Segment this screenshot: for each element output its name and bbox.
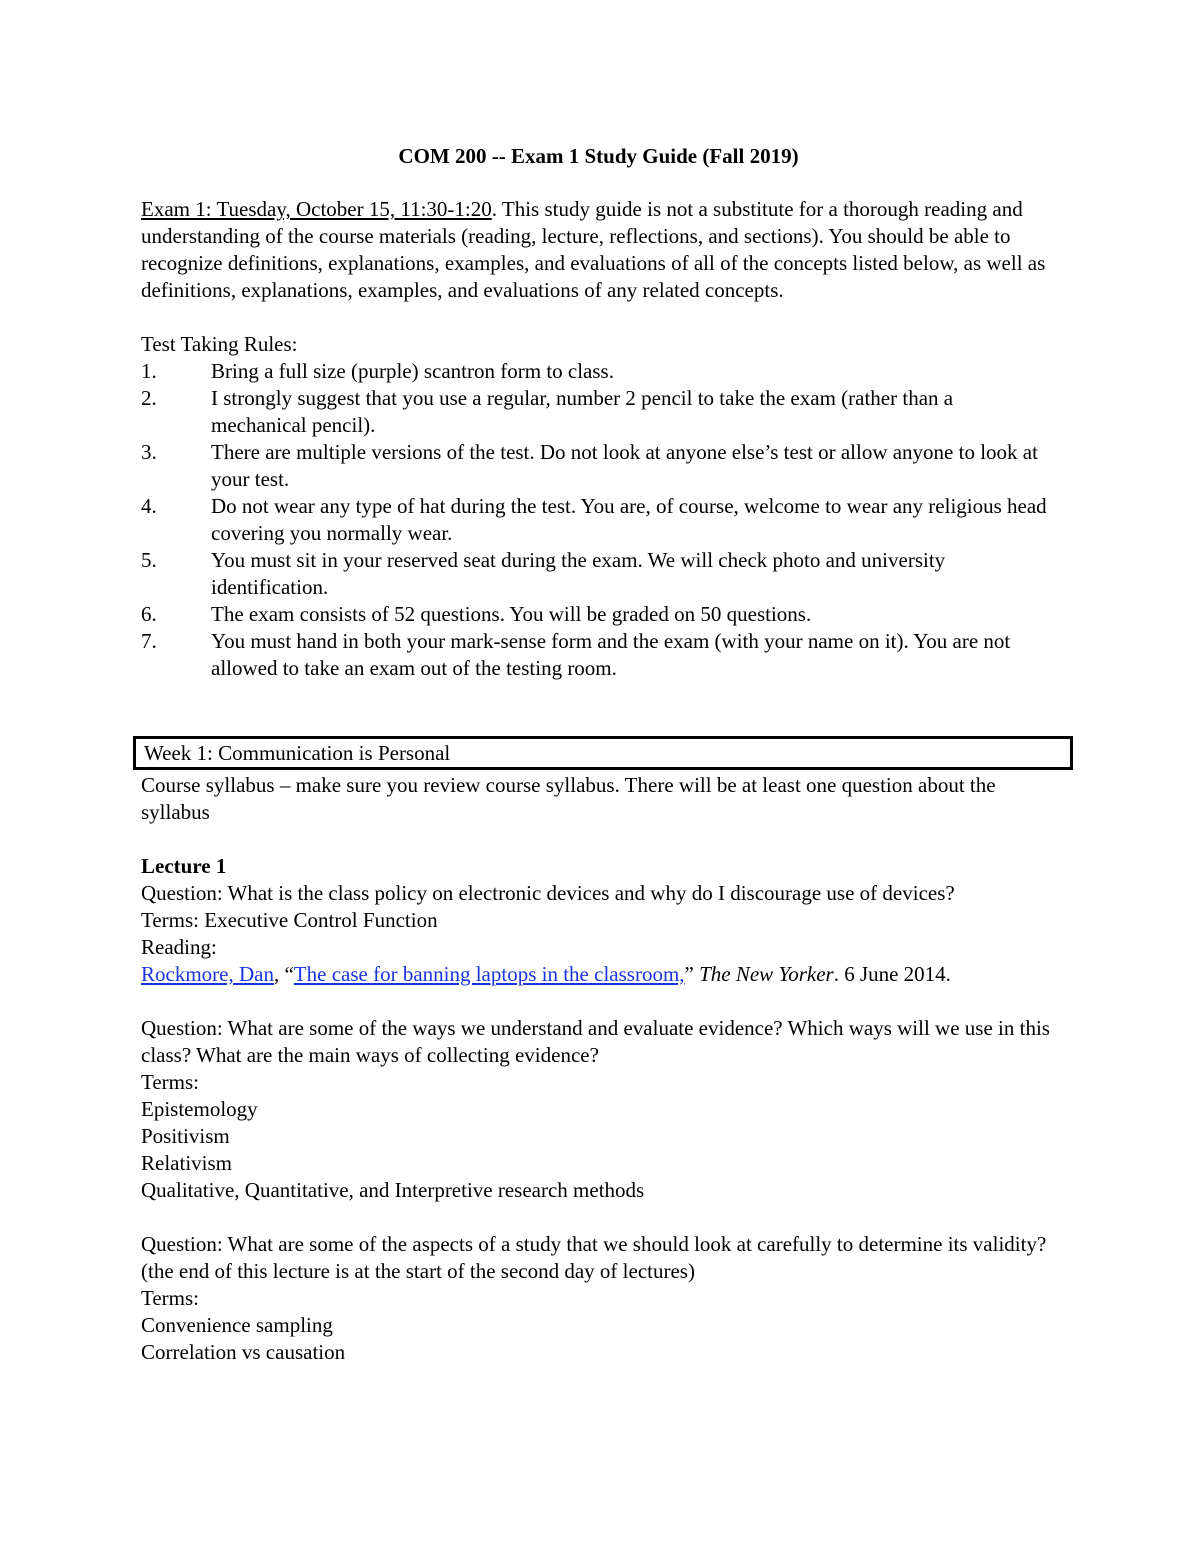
intro-paragraph [141, 196, 1071, 304]
rule-item [141, 358, 1071, 385]
week1-heading-box [133, 736, 1073, 770]
spacer [141, 988, 1071, 1015]
rule-item [141, 628, 1071, 682]
lecture-title: Lecture 1 [141, 854, 227, 878]
week1-heading: Week 1: Communication is Personal [144, 741, 451, 765]
term-item: Positivism [141, 1124, 230, 1148]
question-3: Question: What are some of the aspects of a study that we should look at carefully to determine its validity? (the end of this lecture is at the start of the second day of lectures) [141, 1232, 1047, 1283]
terms-3-label: Terms: [141, 1286, 200, 1310]
publication-date: . 6 June 2014. [833, 962, 951, 986]
terms-2-label: Terms: [141, 1070, 200, 1094]
rule-item [141, 493, 1071, 547]
rule-item [141, 547, 1071, 601]
rules-list [141, 358, 1071, 682]
rule-text: You must sit in your reserved seat during the exam. We will check photo and university identification. [211, 548, 946, 599]
rules-heading: Test Taking Rules: [141, 332, 298, 356]
intro-text: . This study guide is not a substitute for a thorough reading and understanding of the course materials (reading, lecture, reflections, and sections). You should be able to recognize definitions, explanations, examples, and evaluations of all of the concepts listed below, as well as definitions, explanations, examples, and evaluations of any related concepts. [141, 197, 1046, 302]
rule-text: The exam consists of 52 questions. You will be graded on 50 questions. [211, 602, 812, 626]
spacer [141, 1204, 1071, 1231]
reading-label: Reading: [141, 935, 217, 959]
term-item: Epistemology [141, 1097, 258, 1121]
rule-text: I strongly suggest that you use a regular, number 2 pencil to take the exam (rather than a mechanical pencil). [211, 386, 954, 437]
citation-separator: , “ [273, 962, 294, 986]
rule-number: 7. [141, 629, 157, 653]
term-item: Qualitative, Quantitative, and Interpretive research methods [141, 1178, 645, 1202]
rule-text: Bring a full size (purple) scantron form to class. [211, 359, 614, 383]
rule-number: 3. [141, 440, 157, 464]
rule-text: Do not wear any type of hat during the test. You are, of course, welcome to wear any religious head covering you normally wear. [211, 494, 1047, 545]
article-link[interactable]: The case for banning laptops in the classroom, [293, 962, 685, 986]
rule-number: 2. [141, 386, 157, 410]
term-item: Convenience sampling [141, 1313, 333, 1337]
reading-citation [141, 961, 1071, 988]
author-link[interactable]: Rockmore, Dan [141, 962, 274, 986]
exam-date: Exam 1: Tuesday, October 15, 11:30-1:20 [141, 197, 492, 221]
rule-number: 5. [141, 548, 157, 572]
publication-name: The New Yorker [699, 962, 834, 986]
rule-number: 1. [141, 359, 157, 383]
rule-item [141, 601, 1071, 628]
terms-1: Terms: Executive Control Function [141, 908, 438, 932]
term-item: Relativism [141, 1151, 232, 1175]
term-item: Correlation vs causation [141, 1340, 346, 1364]
document-page [141, 143, 1071, 1366]
rule-number: 4. [141, 494, 157, 518]
question-1: Question: What is the class policy on electronic devices and why do I discourage use of devices? [141, 881, 955, 905]
rule-text: You must hand in both your mark-sense form and the exam (with your name on it). You are not allowed to take an exam out of the testing room. [211, 629, 1011, 680]
rule-item [141, 439, 1071, 493]
rule-item [141, 385, 1071, 439]
rule-text: There are multiple versions of the test. Do not look at anyone else’s test or allow anyone to look at your test. [211, 440, 1038, 491]
syllabus-note: Course syllabus – make sure you review course syllabus. There will be at least one question about the syllabus [141, 773, 996, 824]
question-2: Question: What are some of the ways we understand and evaluate evidence? Which ways will we use in this class? What are the main ways of collecting evidence? [141, 1016, 1050, 1067]
citation-separator: ” [684, 962, 700, 986]
rule-number: 6. [141, 602, 157, 626]
document-title: COM 200 -- Exam 1 Study Guide (Fall 2019) [398, 144, 799, 168]
